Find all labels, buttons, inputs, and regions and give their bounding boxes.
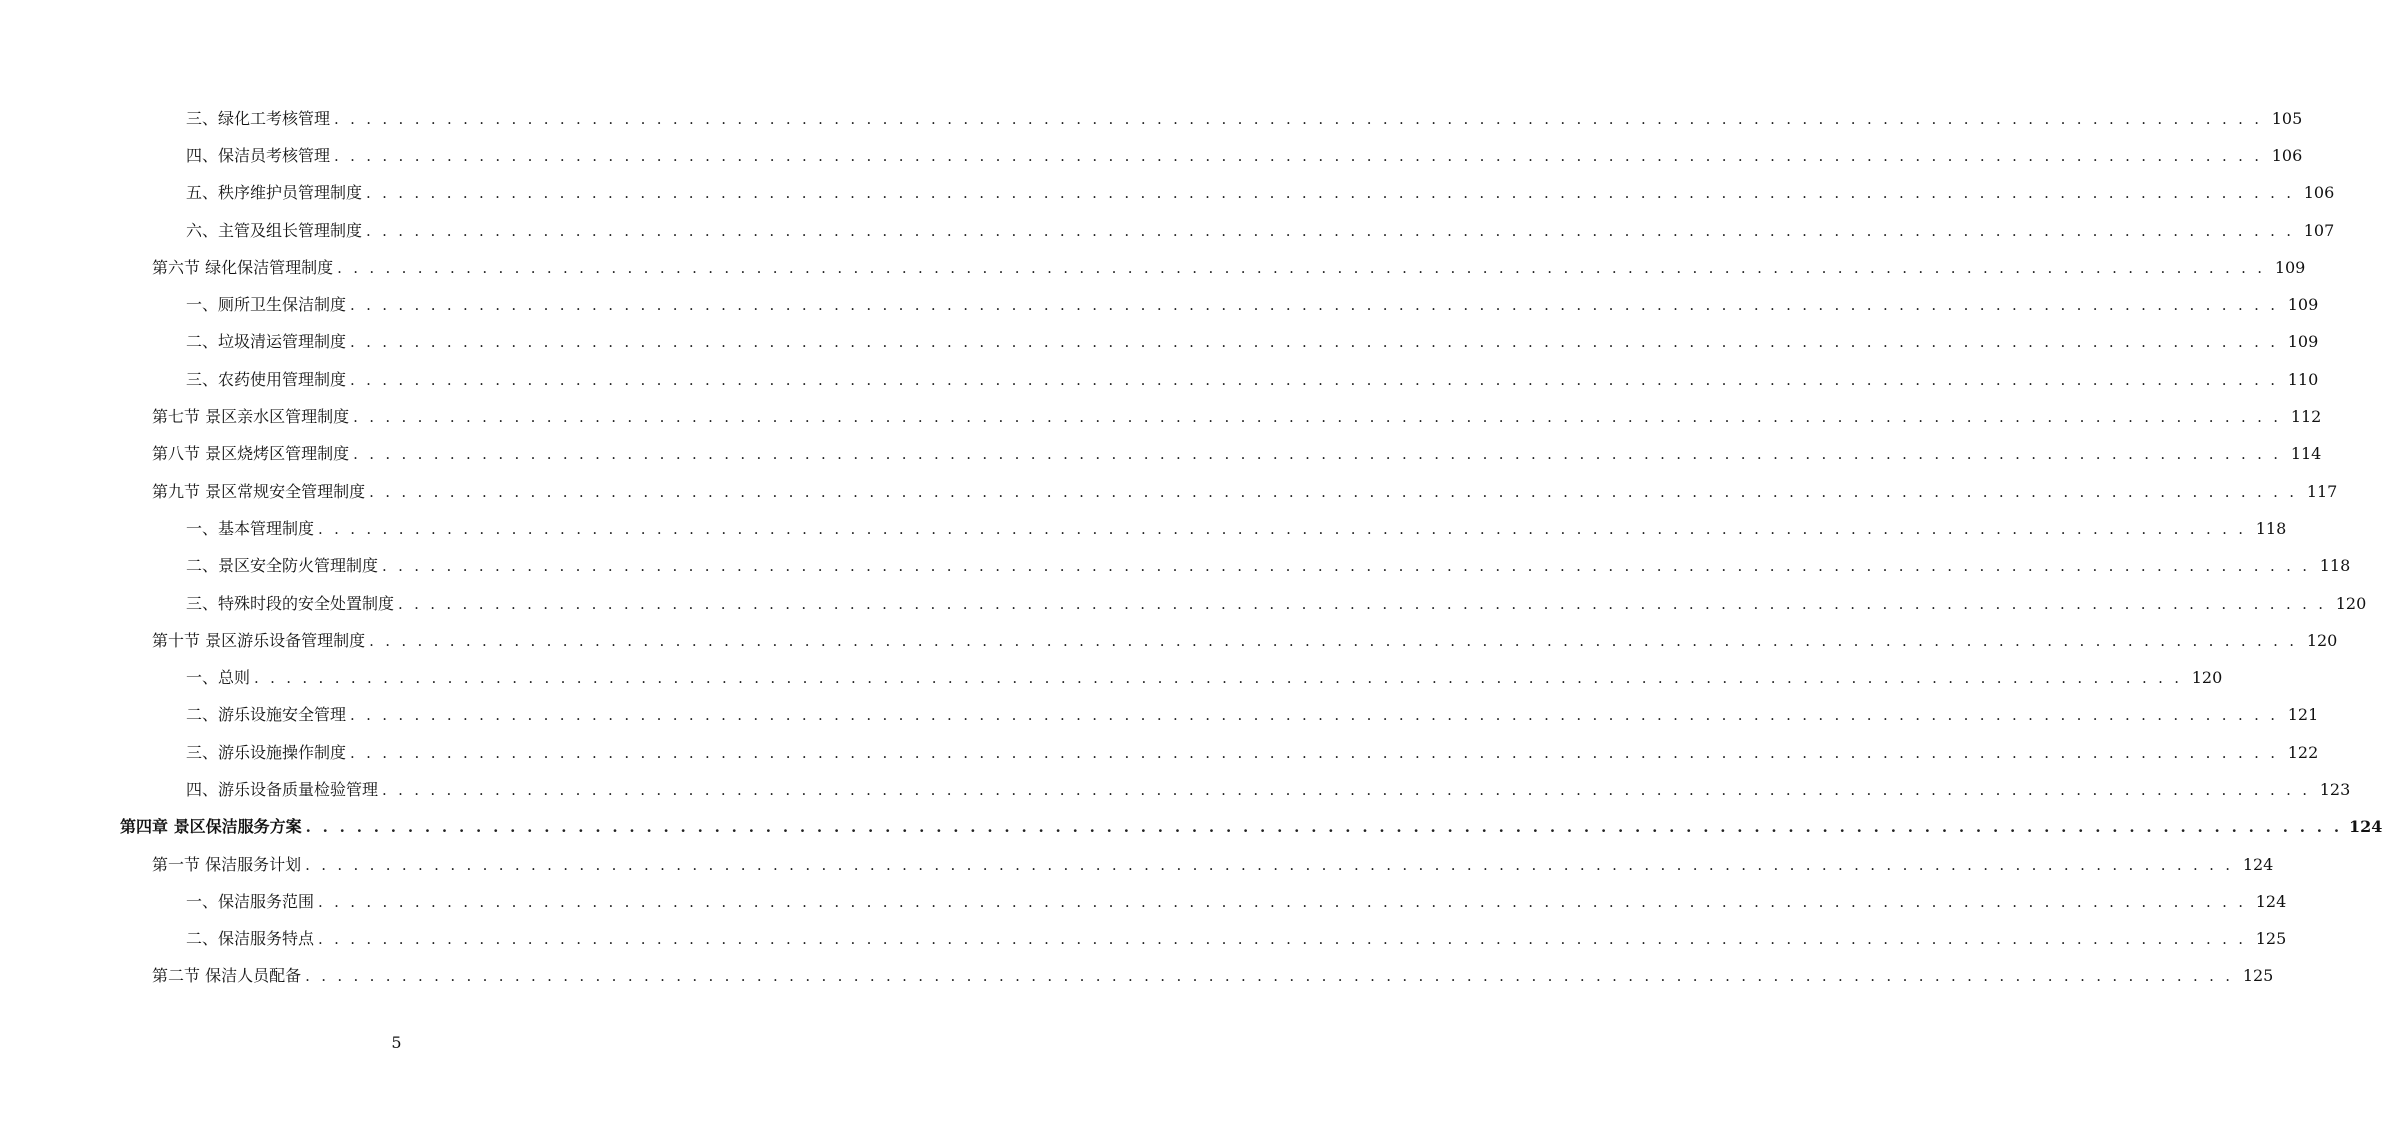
toc-entry-page: 123 <box>2310 780 2350 800</box>
toc-leader-dots: . . . . . . . . . . . . . . . . . . . . . . . . . . . . . . . . . . . . . . . . . . . . . . . . . . . . . . . . . . . . . . . . . . . . . . . . . . . . . . . . . . . . . . . . . . . . . . . . . . . . . . . . . . . . . . . . . . . . . . . . <box>382 557 2311 576</box>
toc-entry-page: 118 <box>2310 556 2350 576</box>
toc-entry-label: 一、保洁服务范围 <box>186 892 318 912</box>
toc-entry-page: 120 <box>2297 631 2337 651</box>
toc-entry-page: 114 <box>2281 444 2321 464</box>
toc-entry-label: 一、总则 <box>186 668 254 688</box>
toc-entry[interactable] <box>0 846 2274 883</box>
toc-entry[interactable] <box>0 958 2274 995</box>
toc-entry-page: 124 <box>2342 817 2382 837</box>
toc-entry[interactable] <box>0 398 2322 435</box>
toc-entry-page: 106 <box>2294 183 2334 203</box>
toc-entry[interactable] <box>0 510 2287 547</box>
toc-entry-label: 第六节 绿化保洁管理制度 <box>152 258 337 278</box>
toc-entry-label: 第十节 景区游乐设备管理制度 <box>152 631 369 651</box>
toc-leader-dots: . . . . . . . . . . . . . . . . . . . . . . . . . . . . . . . . . . . . . . . . . . . . . . . . . . . . . . . . . . . . . . . . . . . . . . . . . . . . . . . . . . . . . . . . . . . . . . . . . . . . . . . . . . . . . . . . . . . . . . . . <box>382 780 2311 799</box>
toc-entry-label: 三、游乐设施操作制度 <box>186 743 350 763</box>
toc-entry-label: 四、保洁员考核管理 <box>186 146 334 166</box>
toc-leader-dots: . . . . . . . . . . . . . . . . . . . . . . . . . . . . . . . . . . . . . . . . . . . . . . . . . . . . . . . . . . . . . . . . . . . . . . . . . . . . . . . . . . . . . . . . . . . . . . . . . . . . . . . . . . . . . . . . . . . . . . . . <box>350 706 2279 725</box>
toc-entry-page: 124 <box>2233 855 2273 875</box>
toc-entry[interactable] <box>0 622 2338 659</box>
toc-entry-page: 109 <box>2278 295 2318 315</box>
toc-entry-label: 三、特殊时段的安全处置制度 <box>186 594 398 614</box>
toc-leader-dots: . . . . . . . . . . . . . . . . . . . . . . . . . . . . . . . . . . . . . . . . . . . . . . . . . . . . . . . . . . . . . . . . . . . . . . . . . . . . . . . . . . . . . . . . . . . . . . . . . . . . . . . . . . . . . . . . . . . . . . . . <box>254 669 2183 688</box>
toc-leader-dots: . . . . . . . . . . . . . . . . . . . . . . . . . . . . . . . . . . . . . . . . . . . . . . . . . . . . . . . . . . . . . . . . . . . . . . . . . . . . . . . . . . . . . . . . . . . . . . . . . . . . . . . . . . . . . . . . . . . . . . . . <box>350 370 2279 389</box>
toc-entry-label: 六、主管及组长管理制度 <box>186 221 366 241</box>
toc-entry-page: 122 <box>2278 743 2318 763</box>
toc-entry[interactable] <box>0 734 2319 771</box>
toc-leader-dots: . . . . . . . . . . . . . . . . . . . . . . . . . . . . . . . . . . . . . . . . . . . . . . . . . . . . . . . . . . . . . . . . . . . . . . . . . . . . . . . . . . . . . . . . . . . . . . . . . . . . . . . . . . . . . . . . . . . . . . . . <box>305 818 2343 837</box>
toc-leader-dots: . . . . . . . . . . . . . . . . . . . . . . . . . . . . . . . . . . . . . . . . . . . . . . . . . . . . . . . . . . . . . . . . . . . . . . . . . . . . . . . . . . . . . . . . . . . . . . . . . . . . . . . . . . . . . . . . . . . . . . . . <box>350 333 2279 352</box>
toc-entry-page: 110 <box>2278 370 2318 390</box>
toc-entry-page: 118 <box>2246 519 2286 539</box>
toc-entry-label: 第二节 保洁人员配备 <box>152 966 305 986</box>
toc-entry-page: 120 <box>2182 668 2222 688</box>
toc-entry-page: 107 <box>2294 221 2334 241</box>
toc-entry-label: 第一节 保洁服务计划 <box>152 855 305 875</box>
toc-leader-dots: . . . . . . . . . . . . . . . . . . . . . . . . . . . . . . . . . . . . . . . . . . . . . . . . . . . . . . . . . . . . . . . . . . . . . . . . . . . . . . . . . . . . . . . . . . . . . . . . . . . . . . . . . . . . . . . . . . . . . . . . <box>318 892 2247 911</box>
toc-leader-dots: . . . . . . . . . . . . . . . . . . . . . . . . . . . . . . . . . . . . . . . . . . . . . . . . . . . . . . . . . . . . . . . . . . . . . . . . . . . . . . . . . . . . . . . . . . . . . . . . . . . . . . . . . . . . . . . . . . . . . . . . <box>353 445 2282 464</box>
toc-entry[interactable] <box>0 436 2322 473</box>
toc-entry-label: 三、农药使用管理制度 <box>186 370 350 390</box>
toc-entry-page: 106 <box>2262 146 2302 166</box>
toc-entry[interactable] <box>0 921 2287 958</box>
toc-entry[interactable] <box>0 324 2319 361</box>
toc-entry[interactable] <box>0 697 2319 734</box>
toc-entry[interactable] <box>0 137 2303 174</box>
toc-entry-label: 五、秩序维护员管理制度 <box>186 183 366 203</box>
toc-entry-label: 二、游乐设施安全管理 <box>186 705 350 725</box>
toc-entry-page: 125 <box>2233 966 2273 986</box>
toc-entry-page: 105 <box>2262 109 2302 129</box>
toc-leader-dots: . . . . . . . . . . . . . . . . . . . . . . . . . . . . . . . . . . . . . . . . . . . . . . . . . . . . . . . . . . . . . . . . . . . . . . . . . . . . . . . . . . . . . . . . . . . . . . . . . . . . . . . . . . . . . . . . . . . . . . . . <box>334 109 2263 128</box>
toc-entry[interactable] <box>0 286 2319 323</box>
toc-leader-dots: . . . . . . . . . . . . . . . . . . . . . . . . . . . . . . . . . . . . . . . . . . . . . . . . . . . . . . . . . . . . . . . . . . . . . . . . . . . . . . . . . . . . . . . . . . . . . . . . . . . . . . . . . . . . . . . . . . . . . . . . <box>398 594 2327 613</box>
toc-entry-page: 109 <box>2278 332 2318 352</box>
toc-entry-label: 三、绿化工考核管理 <box>186 109 334 129</box>
table-of-contents <box>0 100 2382 995</box>
toc-entry-page: 112 <box>2281 407 2321 427</box>
toc-leader-dots: . . . . . . . . . . . . . . . . . . . . . . . . . . . . . . . . . . . . . . . . . . . . . . . . . . . . . . . . . . . . . . . . . . . . . . . . . . . . . . . . . . . . . . . . . . . . . . . . . . . . . . . . . . . . . . . . . . . . . . . . <box>318 519 2247 538</box>
toc-entry[interactable] <box>0 548 2351 585</box>
toc-entry[interactable] <box>0 883 2287 920</box>
toc-entry[interactable] <box>0 473 2338 510</box>
toc-entry-label: 一、厕所卫生保洁制度 <box>186 295 350 315</box>
toc-entry-label: 四、游乐设备质量检验管理 <box>186 780 382 800</box>
toc-entry-page: 117 <box>2297 482 2337 502</box>
toc-entry-page: 109 <box>2265 258 2305 278</box>
toc-entry-label: 第四章 景区保洁服务方案 <box>120 817 306 837</box>
toc-entry[interactable] <box>0 771 2351 808</box>
toc-leader-dots: . . . . . . . . . . . . . . . . . . . . . . . . . . . . . . . . . . . . . . . . . . . . . . . . . . . . . . . . . . . . . . . . . . . . . . . . . . . . . . . . . . . . . . . . . . . . . . . . . . . . . . . . . . . . . . . . . . . . . . . . <box>350 743 2279 762</box>
toc-leader-dots: . . . . . . . . . . . . . . . . . . . . . . . . . . . . . . . . . . . . . . . . . . . . . . . . . . . . . . . . . . . . . . . . . . . . . . . . . . . . . . . . . . . . . . . . . . . . . . . . . . . . . . . . . . . . . . . . . . . . . . . . <box>350 296 2279 315</box>
toc-entry-label: 第九节 景区常规安全管理制度 <box>152 482 369 502</box>
toc-entry-label: 第八节 景区烧烤区管理制度 <box>152 444 353 464</box>
toc-leader-dots: . . . . . . . . . . . . . . . . . . . . . . . . . . . . . . . . . . . . . . . . . . . . . . . . . . . . . . . . . . . . . . . . . . . . . . . . . . . . . . . . . . . . . . . . . . . . . . . . . . . . . . . . . . . . . . . . . . . . . . . . <box>318 930 2247 949</box>
toc-leader-dots: . . . . . . . . . . . . . . . . . . . . . . . . . . . . . . . . . . . . . . . . . . . . . . . . . . . . . . . . . . . . . . . . . . . . . . . . . . . . . . . . . . . . . . . . . . . . . . . . . . . . . . . . . . . . . . . . . . . . . . . . <box>337 258 2266 277</box>
toc-leader-dots: . . . . . . . . . . . . . . . . . . . . . . . . . . . . . . . . . . . . . . . . . . . . . . . . . . . . . . . . . . . . . . . . . . . . . . . . . . . . . . . . . . . . . . . . . . . . . . . . . . . . . . . . . . . . . . . . . . . . . . . . <box>366 184 2295 203</box>
toc-entry-label: 二、垃圾清运管理制度 <box>186 332 350 352</box>
toc-entry[interactable] <box>0 361 2319 398</box>
toc-entry[interactable] <box>0 212 2335 249</box>
toc-entry-page: 121 <box>2278 705 2318 725</box>
toc-entry[interactable] <box>0 100 2303 137</box>
toc-entry-label: 一、基本管理制度 <box>186 519 318 539</box>
toc-leader-dots: . . . . . . . . . . . . . . . . . . . . . . . . . . . . . . . . . . . . . . . . . . . . . . . . . . . . . . . . . . . . . . . . . . . . . . . . . . . . . . . . . . . . . . . . . . . . . . . . . . . . . . . . . . . . . . . . . . . . . . . . <box>369 482 2298 501</box>
toc-entry[interactable] <box>0 659 2223 696</box>
toc-leader-dots: . . . . . . . . . . . . . . . . . . . . . . . . . . . . . . . . . . . . . . . . . . . . . . . . . . . . . . . . . . . . . . . . . . . . . . . . . . . . . . . . . . . . . . . . . . . . . . . . . . . . . . . . . . . . . . . . . . . . . . . . <box>353 408 2282 427</box>
toc-entry-page: 125 <box>2246 929 2286 949</box>
toc-leader-dots: . . . . . . . . . . . . . . . . . . . . . . . . . . . . . . . . . . . . . . . . . . . . . . . . . . . . . . . . . . . . . . . . . . . . . . . . . . . . . . . . . . . . . . . . . . . . . . . . . . . . . . . . . . . . . . . . . . . . . . . . <box>334 146 2263 165</box>
toc-entry-label: 二、保洁服务特点 <box>186 929 318 949</box>
toc-leader-dots: . . . . . . . . . . . . . . . . . . . . . . . . . . . . . . . . . . . . . . . . . . . . . . . . . . . . . . . . . . . . . . . . . . . . . . . . . . . . . . . . . . . . . . . . . . . . . . . . . . . . . . . . . . . . . . . . . . . . . . . . <box>305 855 2234 874</box>
toc-entry[interactable] <box>0 585 2367 622</box>
toc-leader-dots: . . . . . . . . . . . . . . . . . . . . . . . . . . . . . . . . . . . . . . . . . . . . . . . . . . . . . . . . . . . . . . . . . . . . . . . . . . . . . . . . . . . . . . . . . . . . . . . . . . . . . . . . . . . . . . . . . . . . . . . . <box>369 631 2298 650</box>
toc-entry[interactable] <box>0 249 2306 286</box>
toc-entry[interactable] <box>0 809 2382 846</box>
toc-entry[interactable] <box>0 175 2335 212</box>
toc-entry-label: 二、景区安全防火管理制度 <box>186 556 382 576</box>
toc-entry-page: 124 <box>2246 892 2286 912</box>
toc-leader-dots: . . . . . . . . . . . . . . . . . . . . . . . . . . . . . . . . . . . . . . . . . . . . . . . . . . . . . . . . . . . . . . . . . . . . . . . . . . . . . . . . . . . . . . . . . . . . . . . . . . . . . . . . . . . . . . . . . . . . . . . . <box>305 967 2234 986</box>
page-number: 5 <box>391 1033 402 1052</box>
toc-entry-page: 120 <box>2326 594 2366 614</box>
toc-entry-label: 第七节 景区亲水区管理制度 <box>152 407 353 427</box>
toc-leader-dots: . . . . . . . . . . . . . . . . . . . . . . . . . . . . . . . . . . . . . . . . . . . . . . . . . . . . . . . . . . . . . . . . . . . . . . . . . . . . . . . . . . . . . . . . . . . . . . . . . . . . . . . . . . . . . . . . . . . . . . . . <box>366 221 2295 240</box>
